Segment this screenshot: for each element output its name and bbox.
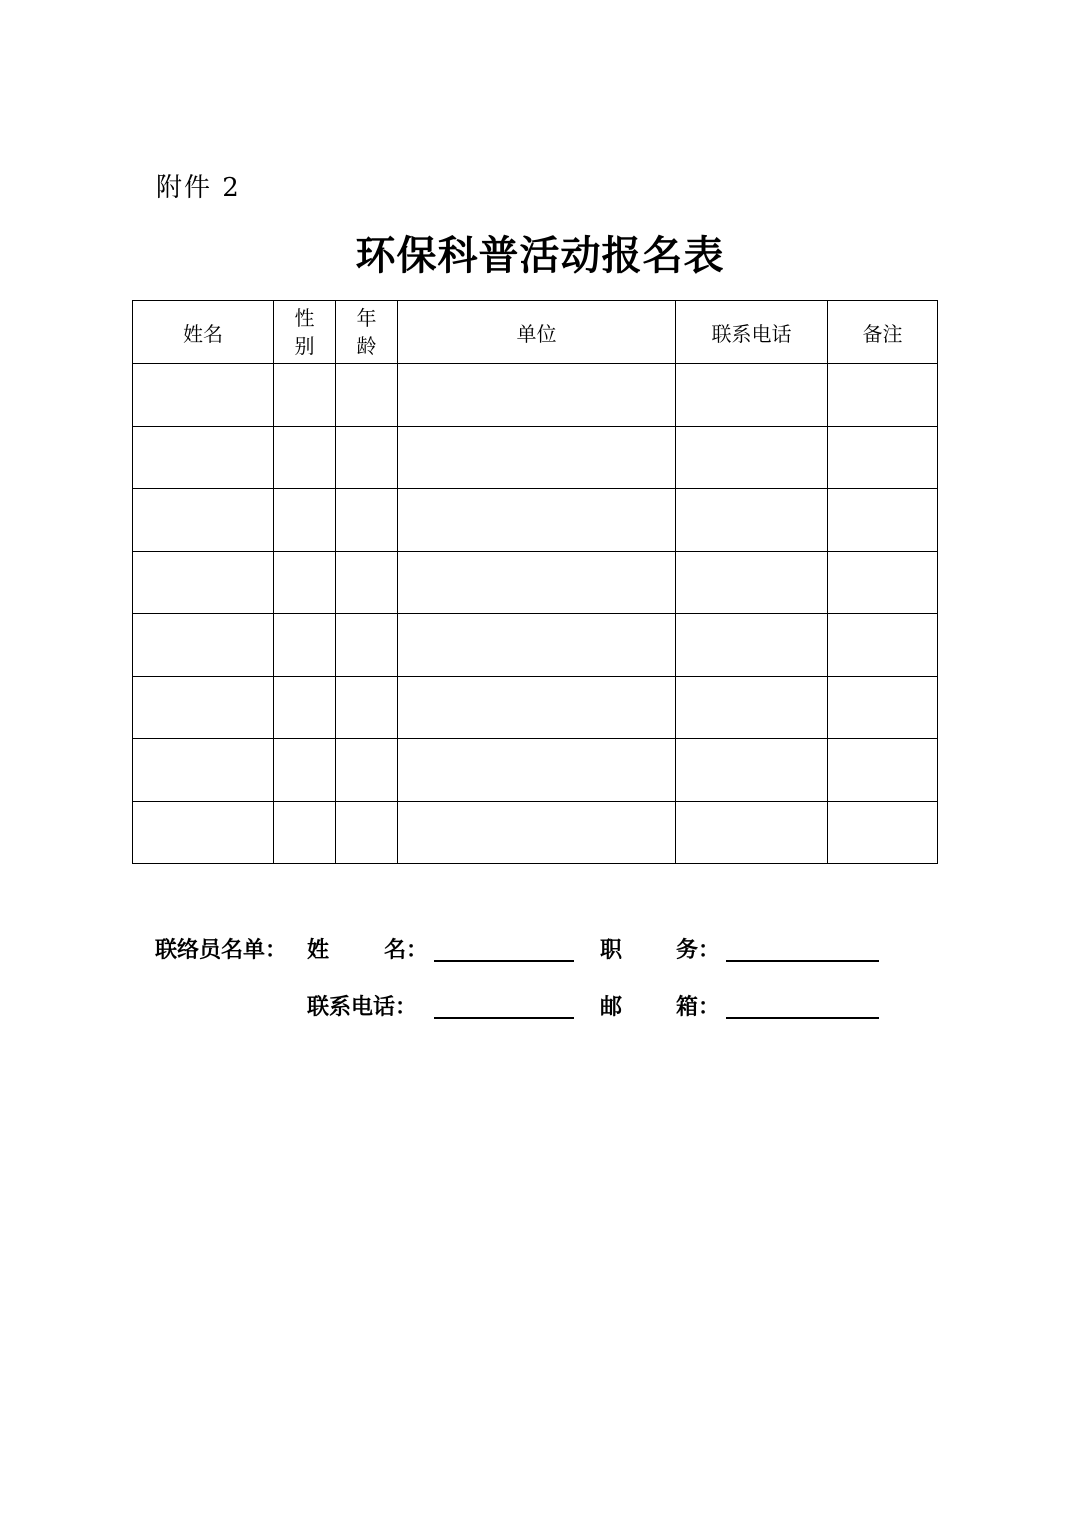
contact-name-label-1: 姓 xyxy=(307,937,330,963)
cell-name[interactable] xyxy=(133,739,274,802)
header-phone: 联系电话 xyxy=(676,301,828,364)
header-gender-line-1: 性 xyxy=(294,306,315,330)
cell-age[interactable] xyxy=(336,801,398,864)
cell-unit[interactable] xyxy=(398,614,676,677)
contact-phone-label: 联系电话： xyxy=(307,994,418,1020)
header-gender-line-2: 别 xyxy=(294,334,315,358)
cell-unit[interactable] xyxy=(398,364,676,427)
contact-email-label-1: 邮 xyxy=(600,994,623,1020)
cell-notes[interactable] xyxy=(828,426,938,489)
cell-phone[interactable] xyxy=(676,551,828,614)
cell-gender[interactable] xyxy=(274,489,336,552)
cell-name[interactable] xyxy=(133,364,274,427)
contact-email-label-2: 箱： xyxy=(676,994,721,1020)
table-row xyxy=(133,801,938,864)
cell-gender[interactable] xyxy=(274,739,336,802)
table-row xyxy=(133,551,938,614)
cell-notes[interactable] xyxy=(828,614,938,677)
header-age-line-2: 龄 xyxy=(356,334,377,358)
registration-table xyxy=(132,300,938,864)
cell-name[interactable] xyxy=(133,551,274,614)
cell-notes[interactable] xyxy=(828,551,938,614)
cell-gender[interactable] xyxy=(274,614,336,677)
cell-name[interactable] xyxy=(133,676,274,739)
header-gender xyxy=(274,301,336,364)
cell-gender[interactable] xyxy=(274,551,336,614)
header-notes: 备注 xyxy=(828,301,938,364)
cell-name[interactable] xyxy=(133,426,274,489)
contact-phone-input-line[interactable] xyxy=(434,1017,574,1019)
cell-name[interactable] xyxy=(133,489,274,552)
cell-notes[interactable] xyxy=(828,739,938,802)
contact-position-label-1: 职 xyxy=(600,937,623,963)
cell-phone[interactable] xyxy=(676,801,828,864)
contact-position-input-line[interactable] xyxy=(726,960,879,962)
cell-gender[interactable] xyxy=(274,801,336,864)
cell-unit[interactable] xyxy=(398,801,676,864)
cell-age[interactable] xyxy=(336,551,398,614)
page-title: 环保科普活动报名表 xyxy=(355,232,725,279)
attachment-label: 附件 2 xyxy=(156,173,241,203)
cell-notes[interactable] xyxy=(828,364,938,427)
cell-unit[interactable] xyxy=(398,739,676,802)
cell-notes[interactable] xyxy=(828,489,938,552)
cell-phone[interactable] xyxy=(676,426,828,489)
cell-age[interactable] xyxy=(336,614,398,677)
cell-gender[interactable] xyxy=(274,426,336,489)
cell-age[interactable] xyxy=(336,489,398,552)
cell-unit[interactable] xyxy=(398,676,676,739)
table-row xyxy=(133,489,938,552)
cell-age[interactable] xyxy=(336,426,398,489)
table-row xyxy=(133,676,938,739)
cell-age[interactable] xyxy=(336,364,398,427)
table-row xyxy=(133,614,938,677)
contact-name-input-line[interactable] xyxy=(434,960,574,962)
contact-position-label-2: 务： xyxy=(676,937,721,963)
header-age-line-1: 年 xyxy=(356,306,377,330)
table-row xyxy=(133,364,938,427)
table-body xyxy=(133,364,938,864)
cell-gender[interactable] xyxy=(274,676,336,739)
header-name: 姓名 xyxy=(133,301,274,364)
table-row xyxy=(133,426,938,489)
contact-name-label-2: 名： xyxy=(384,937,429,963)
cell-unit[interactable] xyxy=(398,551,676,614)
cell-notes[interactable] xyxy=(828,801,938,864)
cell-age[interactable] xyxy=(336,739,398,802)
cell-phone[interactable] xyxy=(676,364,828,427)
header-unit: 单位 xyxy=(398,301,676,364)
cell-unit[interactable] xyxy=(398,489,676,552)
cell-age[interactable] xyxy=(336,676,398,739)
table-row xyxy=(133,739,938,802)
table-header-row xyxy=(133,301,938,364)
cell-phone[interactable] xyxy=(676,676,828,739)
cell-phone[interactable] xyxy=(676,739,828,802)
contact-email-input-line[interactable] xyxy=(726,1017,879,1019)
cell-unit[interactable] xyxy=(398,426,676,489)
cell-phone[interactable] xyxy=(676,614,828,677)
header-age xyxy=(336,301,398,364)
cell-phone[interactable] xyxy=(676,489,828,552)
cell-notes[interactable] xyxy=(828,676,938,739)
cell-name[interactable] xyxy=(133,614,274,677)
cell-gender[interactable] xyxy=(274,364,336,427)
cell-name[interactable] xyxy=(133,801,274,864)
contact-label: 联络员名单： xyxy=(155,937,288,963)
